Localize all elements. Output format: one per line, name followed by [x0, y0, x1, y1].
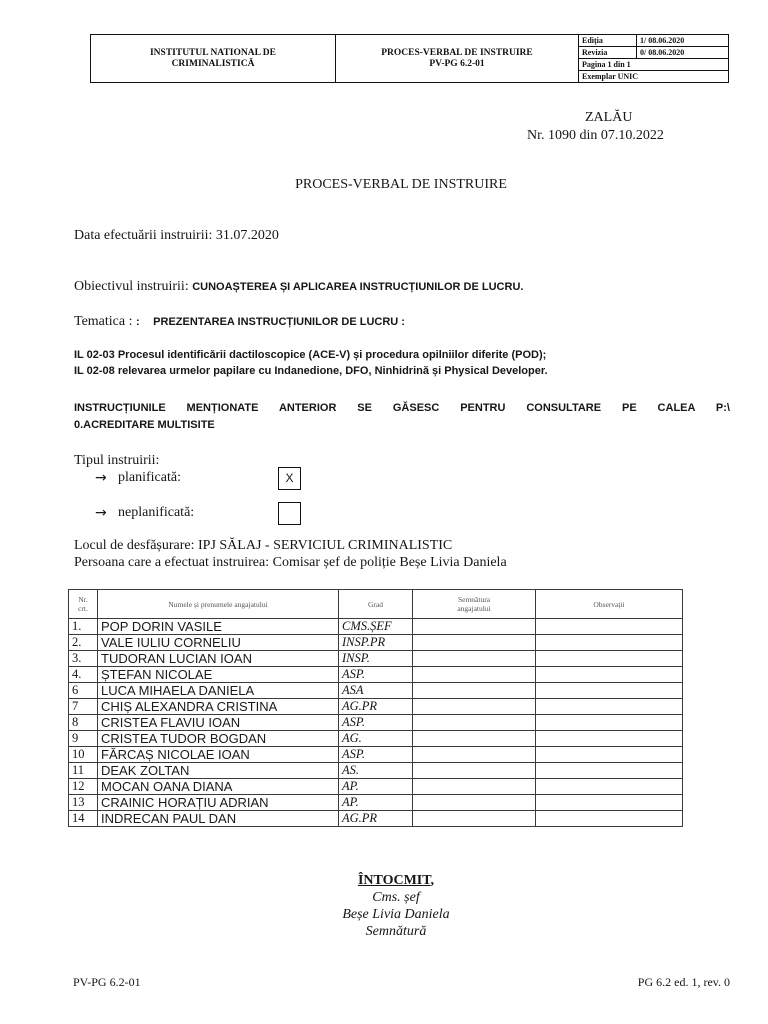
- footer-edition: PG 6.2 ed. 1, rev. 0: [637, 975, 730, 989]
- row-number: 4.: [69, 667, 98, 683]
- column-header-signature-line2: angajatului: [457, 604, 491, 613]
- signature-cell: [413, 763, 536, 779]
- place-name: ZALĂU: [585, 110, 633, 125]
- row-number: 3.: [69, 651, 98, 667]
- table-row: [69, 811, 683, 827]
- training-date-label: Data efectuării instruirii:: [74, 228, 213, 243]
- employee-grade: ASP.: [339, 667, 413, 683]
- training-type-label: Tipul instruirii:: [74, 453, 160, 468]
- table-row: [69, 667, 683, 683]
- prepared-by-rank: Cms. șef: [372, 890, 420, 905]
- signature-cell: [413, 747, 536, 763]
- table-row: [69, 699, 683, 715]
- form-code: PV-PG 6.2-01: [429, 58, 485, 69]
- revision-label: Revizia: [579, 47, 637, 59]
- employee-grade: ASP.: [339, 715, 413, 731]
- objective-label: Obiectivul instruirii:: [74, 279, 189, 294]
- table-row: [69, 651, 683, 667]
- column-header-nr-line1: Nr.: [78, 595, 88, 604]
- remarks-cell: [536, 763, 683, 779]
- arrow-right-icon: [95, 505, 107, 521]
- option-unplanned-label: neplanificată:: [118, 505, 195, 520]
- remarks-cell: [536, 715, 683, 731]
- employee-grade: INSP.: [339, 651, 413, 667]
- footer-form-code: PV-PG 6.2-01: [73, 975, 141, 989]
- theme-colon: :: [136, 316, 140, 328]
- employee-name: ȘTEFAN NICOLAE: [98, 667, 339, 683]
- training-objective: [74, 279, 523, 295]
- column-header-remarks: Observații: [536, 590, 683, 619]
- consult-note-line-1: INSTRUCȚIUNILE MENȚIONATE ANTERIOR SE GĂSESC PENTRU CONSULTARE PE CALEA P:\: [74, 402, 730, 414]
- remarks-cell: [536, 747, 683, 763]
- table-row: [69, 635, 683, 651]
- employee-name: DEAK ZOLTAN: [98, 763, 339, 779]
- employee-grade: AS.: [339, 763, 413, 779]
- table-row: [69, 683, 683, 699]
- prepared-by-heading-word: ÎNTOCMIT: [357, 873, 431, 888]
- employee-grade: AG.: [339, 731, 413, 747]
- page-count: Pagina 1 din 1: [579, 59, 729, 71]
- table-row: [69, 715, 683, 731]
- instruction-line-1: IL 02-03 Procesul identificării dactiloscopice (ACE-V) și procedura opilniilor diferite (POD);: [74, 349, 547, 361]
- column-header-nr-line2: crt.: [78, 604, 88, 613]
- option-planned-checkbox: X: [278, 467, 301, 490]
- row-number: 1.: [69, 619, 98, 635]
- row-number: 2.: [69, 635, 98, 651]
- employee-grade: ASA: [339, 683, 413, 699]
- row-number: 13: [69, 795, 98, 811]
- remarks-cell: [536, 779, 683, 795]
- page-title: PROCES-VERBAL DE INSTRUIRE: [295, 177, 507, 192]
- institution-name-line2: CRIMINALISTICĂ: [171, 58, 255, 69]
- revision-value: 0/ 08.06.2020: [637, 47, 729, 59]
- prepared-by-heading-comma: ,: [430, 873, 435, 888]
- training-venue: Locul de desfășurare: IPJ SĂLAJ - SERVICIUL CRIMINALISTIC: [74, 538, 453, 553]
- signature-label: Semnătură: [365, 924, 427, 939]
- table-row: [69, 619, 683, 635]
- institution-name-line1: INSTITUTUL NATIONAL DE: [149, 47, 276, 58]
- registration-number: Nr. 1090 din 07.10.2022: [527, 128, 664, 143]
- employee-name: INDRECAN PAUL DAN: [98, 811, 339, 827]
- signature-cell: [413, 715, 536, 731]
- remarks-cell: [536, 683, 683, 699]
- signature-cell: [413, 651, 536, 667]
- prepared-by-heading: [296, 872, 496, 889]
- signature-cell: [413, 699, 536, 715]
- column-header-signature: [413, 590, 536, 619]
- signature-cell: [413, 683, 536, 699]
- training-date-value: 31.07.2020: [215, 228, 279, 243]
- row-number: 12: [69, 779, 98, 795]
- row-number: 11: [69, 763, 98, 779]
- row-number: 8: [69, 715, 98, 731]
- employee-grade: AP.: [339, 779, 413, 795]
- form-title-cell: [336, 35, 579, 83]
- remarks-cell: [536, 811, 683, 827]
- employee-name: CRISTEA TUDOR BOGDAN: [98, 731, 339, 747]
- training-date: [74, 228, 279, 244]
- prepared-by-block: [296, 872, 496, 940]
- remarks-cell: [536, 795, 683, 811]
- employee-name: VALE IULIU CORNELIU: [98, 635, 339, 651]
- theme-label: Tematica :: [74, 314, 133, 329]
- form-title: PROCES-VERBAL DE INSTRUIRE: [381, 47, 533, 58]
- employee-name: LUCA MIHAELA DANIELA: [98, 683, 339, 699]
- employee-name: CRAINIC HORAȚIU ADRIAN: [98, 795, 339, 811]
- employee-name: TUDORAN LUCIAN IOAN: [98, 651, 339, 667]
- remarks-cell: [536, 731, 683, 747]
- signature-cell: [413, 795, 536, 811]
- copy-type: Exemplar UNIC: [579, 71, 729, 83]
- table-row: [69, 795, 683, 811]
- table-row: [69, 763, 683, 779]
- employee-grade: ASP.: [339, 747, 413, 763]
- table-row: [69, 779, 683, 795]
- employee-name: CHIȘ ALEXANDRA CRISTINA: [98, 699, 339, 715]
- signature-cell: [413, 635, 536, 651]
- employee-grade: AG.PR: [339, 699, 413, 715]
- table-row: [69, 747, 683, 763]
- remarks-cell: [536, 619, 683, 635]
- instruction-line-2: IL 02-08 relevarea urmelor papilare cu Indanedione, DFO, Ninhidrină și Physical Developer.: [74, 365, 548, 377]
- column-header-name: Numele și prenumele angajatului: [98, 590, 339, 619]
- employee-grade: AP.: [339, 795, 413, 811]
- option-unplanned-checkbox: [278, 502, 301, 525]
- remarks-cell: [536, 635, 683, 651]
- employee-grade: AG.PR: [339, 811, 413, 827]
- trainer-name: Persoana care a efectuat instruirea: Comisar șef de poliție Beșe Livia Daniela: [74, 555, 507, 570]
- option-planned-label: planificată:: [118, 470, 181, 485]
- remarks-cell: [536, 667, 683, 683]
- consult-note-line-2: 0.ACREDITARE MULTISITE: [74, 419, 215, 431]
- arrow-right-icon: [95, 470, 107, 486]
- employee-name: FĂRCAȘ NICOLAE IOAN: [98, 747, 339, 763]
- employee-name: CRISTEA FLAVIU IOAN: [98, 715, 339, 731]
- employee-name: MOCAN OANA DIANA: [98, 779, 339, 795]
- column-header-grade: Grad: [339, 590, 413, 619]
- row-number: 9: [69, 731, 98, 747]
- signature-cell: [413, 667, 536, 683]
- employee-grade: INSP.PR: [339, 635, 413, 651]
- column-header-signature-line1: Semnătura: [457, 595, 491, 604]
- signature-cell: [413, 619, 536, 635]
- employee-name: POP DORIN VASILE: [98, 619, 339, 635]
- signature-cell: [413, 811, 536, 827]
- prepared-by-name: Beșe Livia Daniela: [342, 907, 450, 922]
- institution-cell: [91, 35, 336, 83]
- column-header-nr: [69, 590, 98, 619]
- objective-value: CUNOAȘTEREA ȘI APLICAREA INSTRUCȚIUNILOR DE LUCRU.: [192, 281, 524, 293]
- edition-label: Ediția: [579, 35, 637, 47]
- table-row: [69, 731, 683, 747]
- signature-cell: [413, 779, 536, 795]
- row-number: 6: [69, 683, 98, 699]
- row-number: 7: [69, 699, 98, 715]
- remarks-cell: [536, 699, 683, 715]
- document-header-table: [90, 34, 729, 83]
- employee-grade: CMS.ȘEF: [339, 619, 413, 635]
- attendance-table: [68, 589, 683, 827]
- theme-value: PREZENTAREA INSTRUCȚIUNILOR DE LUCRU :: [153, 316, 405, 328]
- remarks-cell: [536, 651, 683, 667]
- edition-value: 1/ 08.06.2020: [637, 35, 729, 47]
- signature-cell: [413, 731, 536, 747]
- training-theme: [74, 314, 405, 330]
- row-number: 10: [69, 747, 98, 763]
- row-number: 14: [69, 811, 98, 827]
- table-header-row: [69, 590, 683, 619]
